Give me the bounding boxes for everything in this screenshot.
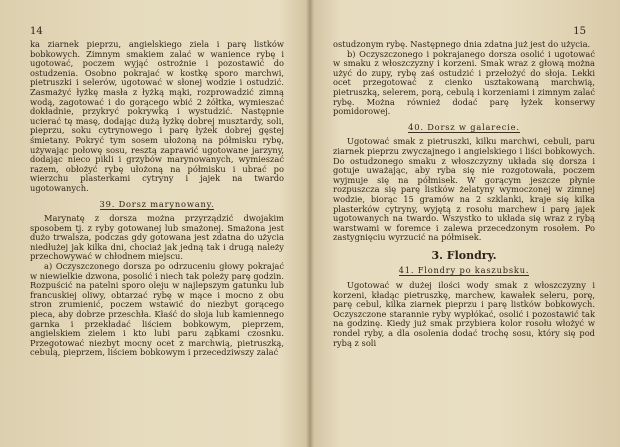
paragraph: b) Oczyszczonego i pokrajanego dorsza osolić i ugotować w smaku z włoszczyzny i korzeni. Smak wraz z głową można użyć do zupy, rybę zaś ostudzić i przełożyć do słoja. Lekki ocet przegotować z cienko usztakowaną marchwią, pietruszką, selerem, porą, cebulą i korzeniami i zimnym zalać rybę. Można również dodać parę łyżek konserwy pomidorowej. xyxy=(333,48,595,117)
page-body xyxy=(333,40,595,348)
paragraph: Ugotować w dużej ilości wody smak z włoszczyzny i korzeni, kładąc pietruszkę, marchew, kawałek seleru, porę, parę cebul, kilka ziarnek pieprzu i parę listków bobkowych. Oczyszczone starannie ryby wypłókać, osolić i pozostawić tak na godzinę. Kiedy już smak przybiera kolor rosołu włożyć w rondel ryby, a dla osolenia dodać trochę sosu, który się pod rybą z soli xyxy=(333,280,595,348)
paragraph: Ugotować smak z pietruszki, kilku marchwi, cebuli, paru ziarnek pieprzu zwyczajnego i angielskiego i liści bobkowych. Do ostudzonego smaku z włoszczyzny układa się dorsza i gotuje uważając, aby ryba się nie rozgotowała, poczem wyjmuje się na półmisek. W gorącym jeszcze płynie rozpuszcza się parę listków żelatyny wymoczonej w zimnej wodzie, biorąc 15 gramów na 2 szklanki, kraje się kilka plasterków cytryny, wyjętą z rosołu marchew i parę jajek ugotowanych na twardo. Wszystko to układa się wraz z rybą warstwami w foremce i zalewa przecedzonym rosołem. Po zastygnięciu wyrzucić na półmisek. xyxy=(333,136,595,243)
recipe-heading: 41. Flondry po kaszubsku. xyxy=(398,265,530,276)
page-body xyxy=(30,40,284,358)
recipe-heading: 40. Dorsz w galarecie. xyxy=(408,121,520,132)
paragraph: ostudzonym rybę. Następnego dnia zdatna już jest do użycia. xyxy=(333,39,591,49)
paragraph: Marynatę z dorsza można przyrządzić dwojakim sposobem tj. z ryby gotowanej lub smażonej. Smażona jest dużo trwalsza, podczas gdy gotowana jest zdatna do użycia niedłużej jak kilka dni, chociaż jak jedną tak i drugą należy przechowywać w chłodnem miejscu. xyxy=(30,213,284,262)
left-page xyxy=(0,0,309,447)
right-page xyxy=(311,0,620,447)
chapter-heading: 3. Flondry. xyxy=(431,248,497,262)
recipe-heading: 39. Dorsz marynowany. xyxy=(99,198,215,209)
paragraph: a) Oczyszczonego dorsza po odrzuceniu głowy pokrajać w niewielkie dzwona, posolić i niech tak poleży parę godzin. Rozpuścić na patelni sporo oleju w najlepszym gatunku lub francuskiej oliwy, obtarzać rybę w mące i mocno z obu stron zrumienić, poczem wstawić do niezbyt gorącego pieca, aby dobrze przeschła. Kłaść do słoja lub kamiennego garnka i przekładać liściem bobkowym, pieprzem, angielskiem zielem i kto lubi paru ząbkami czosnku. Przegotować niezbyt mocny ocet z marchwią, pietruszką, cebulą, pieprzem, liściem bobkowym i przecedziwszy zalać xyxy=(30,261,284,358)
page-number: 15 xyxy=(573,26,586,37)
paragraph: ka ziarnek pieprzu, angielskiego ziela i parę listków bobkowych. Zimnym smakiem zalać w wanience rybę i ugotować, poczem wyjąć ostrożnie i pozostawić do ostudzenia. Osobno pokrajać w kostkę sporo marchwi, pietruszki i selerów, ugotować w słonej wodzie i ostudzić. Zasmażyć łyżkę masła z łyżką mąki, rozprowadzić zimną wodą, zagotować i do gorącego wbić 2 żółtka, wymieszać dokładnie, przykryć pokrywką i wystudzić. Następnie ucierać tę masę, dodając dużą łyżkę dobrej musztardy, soli, pieprzu, soku cytrynowego i parę łyżek dobrej gęstej śmietany. Pokryć tym sosem ułożoną na półmisku rybę, używając połowę sosu, resztą zaprawić ugotowane jarzyny, dodając nieco pikli i grzybów marynowanych, wymieszać razem, obłożyć rybę ułożoną na półmisku i ubrać po wierzchu plasterkami cytryny i jajek na twardo ugotowanych. xyxy=(30,39,284,193)
page-number: 14 xyxy=(30,26,43,37)
